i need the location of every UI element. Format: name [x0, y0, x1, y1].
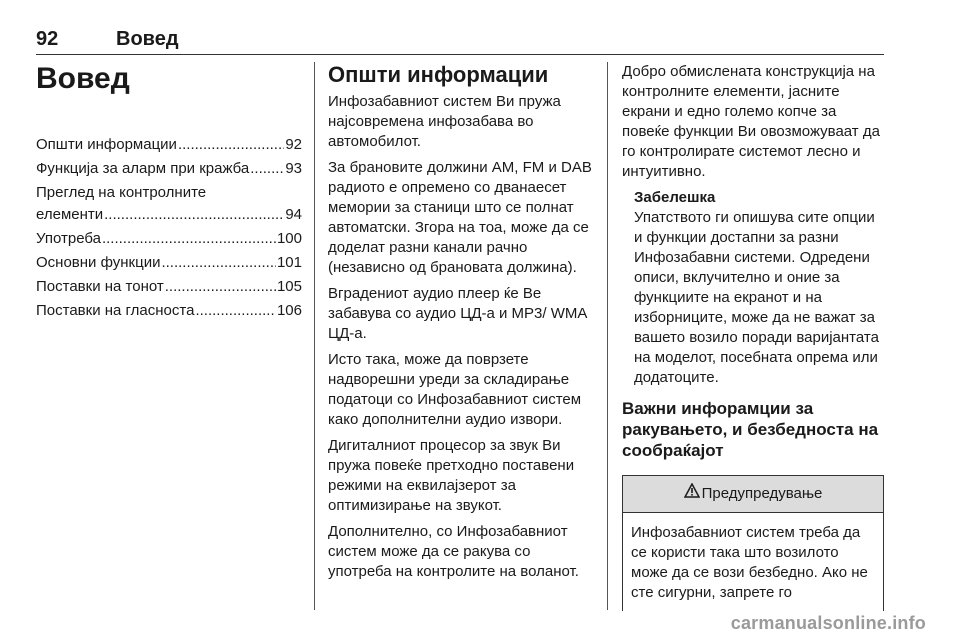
toc-label: Поставки на гласноста	[36, 302, 195, 319]
warning-triangle-icon	[684, 476, 700, 512]
warning-title: Предупредување	[701, 485, 823, 502]
subsection-heading: Важни инфорамции за ракувањето, и безбедноста на сообраќајот	[622, 399, 879, 460]
toc-entry[interactable]	[36, 158, 302, 180]
toc-leader	[250, 158, 284, 180]
toc-leader	[161, 252, 276, 274]
note-box	[634, 188, 884, 388]
toc-label: Поставки на тонот	[36, 278, 164, 295]
note-text: Упатството ги опишува сите опции и функции достапни за разни Инфозабавни системи. Одредени описи, вклучително и оние за функциите на екранот и на изборниците, може да не важат за вашето возило поради варијантата на моделот, посебната опрема или додатоците.	[634, 209, 879, 386]
toc-entry[interactable]	[36, 276, 302, 298]
watermark: carmanualsonline.info	[730, 613, 926, 633]
note-title: Забелешка	[634, 189, 716, 206]
toc-entry[interactable]	[36, 134, 302, 156]
toc-page: 93	[285, 160, 302, 177]
toc-leader	[104, 204, 284, 226]
paragraph: За брановите должини AM, FM и DAB радиото е опремено со дванаесет мемории за станици што се полнат автоматски. Згора на тоа, може да се доделат разни канали рачно (независно од брановата должина).	[328, 159, 592, 276]
toc-label: Преглед на контролните	[36, 184, 207, 201]
toc-page: 92	[285, 136, 302, 153]
toc-entry[interactable]	[36, 300, 302, 322]
toc-page: 100	[276, 230, 302, 247]
paragraph: Инфозабавниот систем Ви пружа најсовремена инфозабава во автомобилот.	[328, 93, 561, 150]
toc-label: Функција за аларм при кражба	[36, 160, 250, 177]
toc-entry[interactable]	[36, 182, 302, 226]
toc-label: елементи	[36, 206, 104, 223]
table-of-contents	[36, 134, 302, 322]
toc-leader	[165, 276, 276, 298]
toc-leader	[178, 134, 284, 156]
toc-entry[interactable]	[36, 252, 302, 274]
toc-page: 105	[276, 278, 302, 295]
page-number: 92	[36, 28, 59, 50]
right-column	[622, 62, 884, 611]
warning-box	[622, 475, 884, 611]
section-heading: Општи информации	[328, 62, 549, 87]
toc-entry[interactable]	[36, 228, 302, 250]
column-divider	[607, 62, 608, 610]
section-header: Вовед	[116, 28, 179, 50]
middle-column	[328, 62, 594, 588]
paragraph: Добро обмислената конструкција на контролните елементи, јасните екрани и едно големо копче за повеќе функции Ви овозможуваат да го контролирате системот лесно и интуитивно.	[622, 63, 880, 180]
toc-label: Основни функции	[36, 254, 161, 271]
chapter-title: Вовед	[36, 62, 130, 95]
page-header	[36, 24, 884, 55]
toc-leader	[195, 300, 276, 322]
toc-leader	[102, 228, 276, 250]
warning-header	[623, 476, 883, 513]
toc-label: Употреба	[36, 230, 101, 247]
warning-text: Инфозабавниот систем треба да се користи така што возилото може да се вози безбедно. Ако не сте сигурни, запрете го	[631, 524, 868, 601]
paragraph: Исто така, може да поврзете надворешни уреди за складирање податоци со Инфозабавниот систем како дополнителни аудио извори.	[328, 351, 582, 428]
toc-page: 94	[285, 206, 302, 223]
column-divider	[314, 62, 315, 610]
toc-label: Општи информации	[36, 136, 177, 153]
paragraph: Дополнително, со Инфозабавниот систем може да се ракува со употреба на контролите на воланот.	[328, 523, 579, 580]
toc-page: 101	[276, 254, 302, 271]
toc-page: 106	[276, 302, 302, 319]
paragraph: Вградениот аудио плеер ќе Ве забавува со аудио ЦД-а и MP3/ WMA ЦД-а.	[328, 285, 587, 342]
paragraph: Дигиталниот процесор за звук Ви пружа повеќе претходно поставени режими на еквилајзерот за оптимизирање на звукот.	[328, 437, 575, 514]
left-column	[36, 62, 302, 324]
